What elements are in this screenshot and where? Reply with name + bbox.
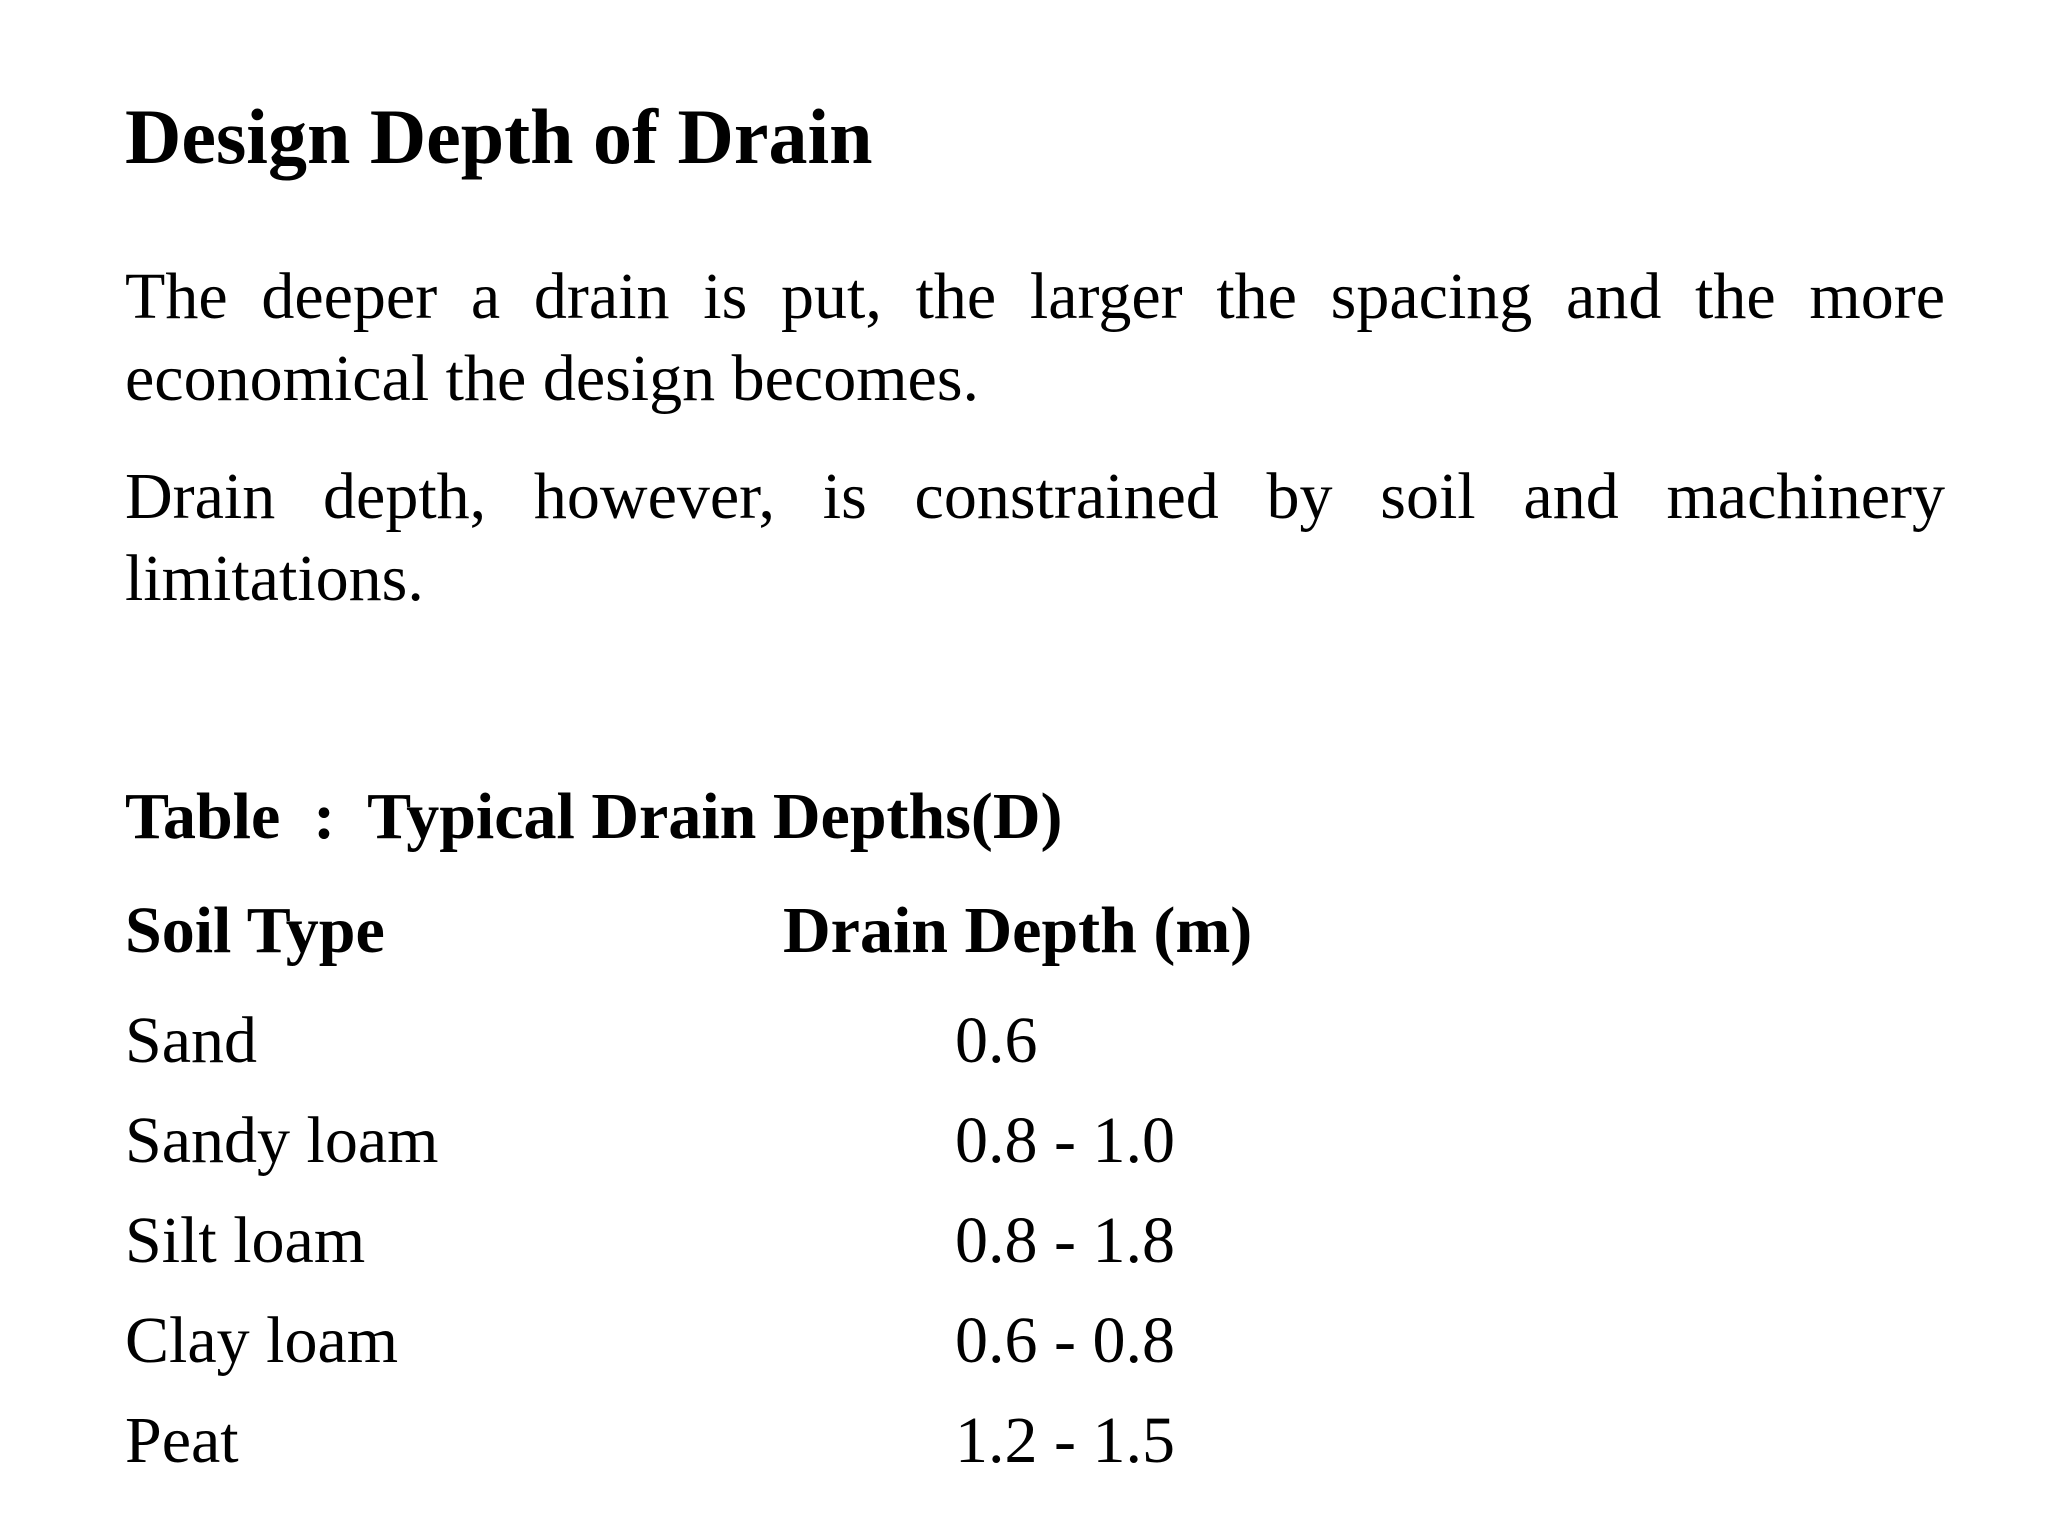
soil-type-cell: Clay loam xyxy=(125,1304,399,1377)
paragraph-spacing-economics: The deeper a drain is put, the larger the spacing and the more economical the design becomes. xyxy=(125,260,1945,415)
soil-type-cell: Sand xyxy=(125,1004,257,1077)
drain-depth-cell: 0.6 - 0.8 xyxy=(955,1304,1175,1377)
paragraph-depth-constraints: Drain depth, however, is constrained by soil and machinery limitations. xyxy=(125,460,1945,615)
table-caption: Table : Typical Drain Depths(D) xyxy=(125,780,1063,853)
drain-depth-cell: 0.8 - 1.8 xyxy=(955,1204,1175,1277)
drain-depth-cell: 0.8 - 1.0 xyxy=(955,1104,1175,1177)
page-title: Design Depth of Drain xyxy=(125,93,873,180)
table-row xyxy=(125,1400,1425,1500)
soil-type-cell: Peat xyxy=(125,1404,239,1477)
soil-type-cell: Sandy loam xyxy=(125,1104,439,1177)
soil-type-cell: Silt loam xyxy=(125,1204,366,1277)
header-soil-type: Soil Type xyxy=(125,894,385,967)
header-drain-depth: Drain Depth (m) xyxy=(783,894,1253,967)
table-row xyxy=(125,1000,1425,1100)
table-row xyxy=(125,1100,1425,1200)
table-row xyxy=(125,1300,1425,1400)
drain-depth-table xyxy=(125,890,1425,1500)
table-row xyxy=(125,1200,1425,1300)
table-header-row xyxy=(125,890,1425,1000)
drain-depth-cell: 1.2 - 1.5 xyxy=(955,1404,1175,1477)
drain-depth-cell: 0.6 xyxy=(955,1004,1038,1077)
